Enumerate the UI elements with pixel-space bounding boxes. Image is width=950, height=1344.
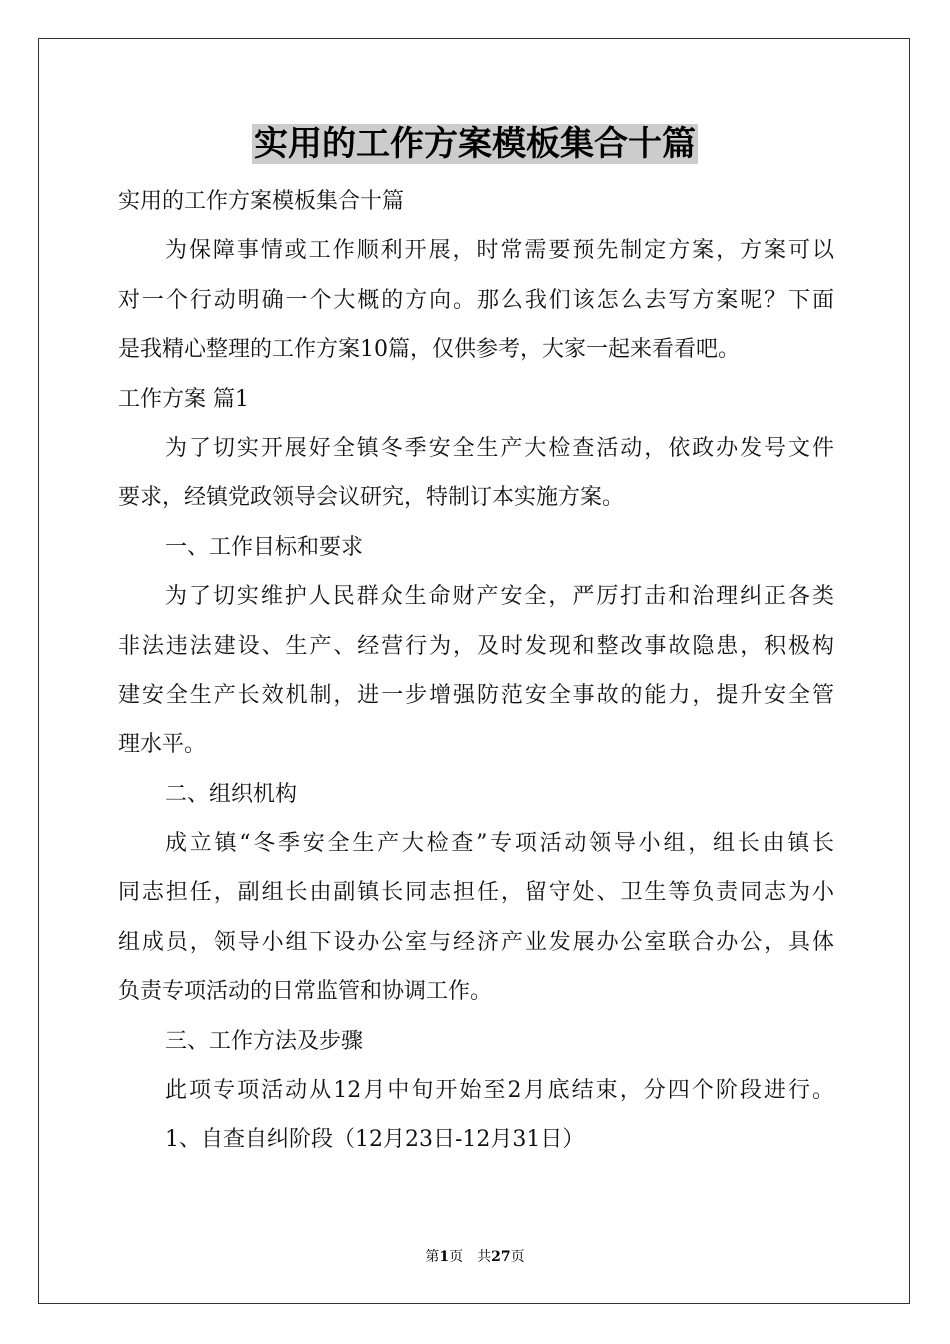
- body-line: 此项专项活动从12月中旬开始至2月底结束，分四个阶段进行。: [165, 1078, 834, 1104]
- footer-page-suffix: 页: [449, 1249, 464, 1265]
- document-title-text: 实用的工作方案模板集合十篇: [254, 124, 696, 164]
- body-line: 对一个行动明确一个大概的方向。那么我们该怎么去写方案呢？下面: [118, 287, 834, 313]
- footer-total-prefix: 共: [477, 1249, 492, 1265]
- body-line: 二、组织机构: [165, 781, 298, 807]
- body-line: 一、工作目标和要求: [165, 534, 364, 560]
- body-line: 实用的工作方案模板集合十篇: [118, 189, 405, 214]
- body-line: 要求，经镇党政领导会议研究，特制订本实施方案。: [118, 485, 625, 511]
- footer-total-suffix: 页: [510, 1249, 525, 1265]
- body-line: 成立镇“冬季安全生产大检查”专项活动领导小组，组长由镇长: [165, 831, 834, 857]
- body-line: 为保障事情或工作顺利开展，时常需要预先制定方案，方案可以: [165, 238, 834, 264]
- document-body: [118, 177, 834, 1165]
- body-line: 负责专项活动的日常监管和协调工作。: [118, 979, 493, 1005]
- body-line: 是我精心整理的工作方案10篇，仅供参考，大家一起来看看吧。: [118, 337, 740, 363]
- body-line: 三、工作方法及步骤: [165, 1028, 364, 1054]
- body-line: 同志担任，副组长由副镇长同志担任，留守处、卫生等负责同志为小: [118, 880, 834, 906]
- body-line: 为了切实开展好全镇冬季安全生产大检查活动，依政办发号文件: [165, 435, 834, 461]
- body-line: 理水平。: [118, 732, 207, 758]
- body-line: 为了切实维护人民群众生命财产安全，严厉打击和治理纠正各类: [165, 584, 834, 610]
- body-line: 工作方案 篇1: [118, 386, 249, 412]
- body-line: 建安全生产长效机制，进一步增强防范安全事故的能力，提升安全管: [118, 682, 834, 708]
- body-line: 非法违法建设、生产、经营行为，及时发现和整改事故隐患，积极构: [118, 633, 834, 659]
- footer-page-number: 1: [439, 1249, 450, 1265]
- document-title: [0, 120, 950, 168]
- footer-page-prefix: 第: [425, 1249, 440, 1265]
- body-line: 1、自查自纠阶段（12月23日-12月31日）: [165, 1127, 585, 1153]
- body-line: 组成员，领导小组下设办公室与经济产业发展办公室联合办公，具体: [118, 929, 834, 955]
- footer-total-pages: 27: [491, 1249, 511, 1265]
- page-footer: [0, 1247, 950, 1267]
